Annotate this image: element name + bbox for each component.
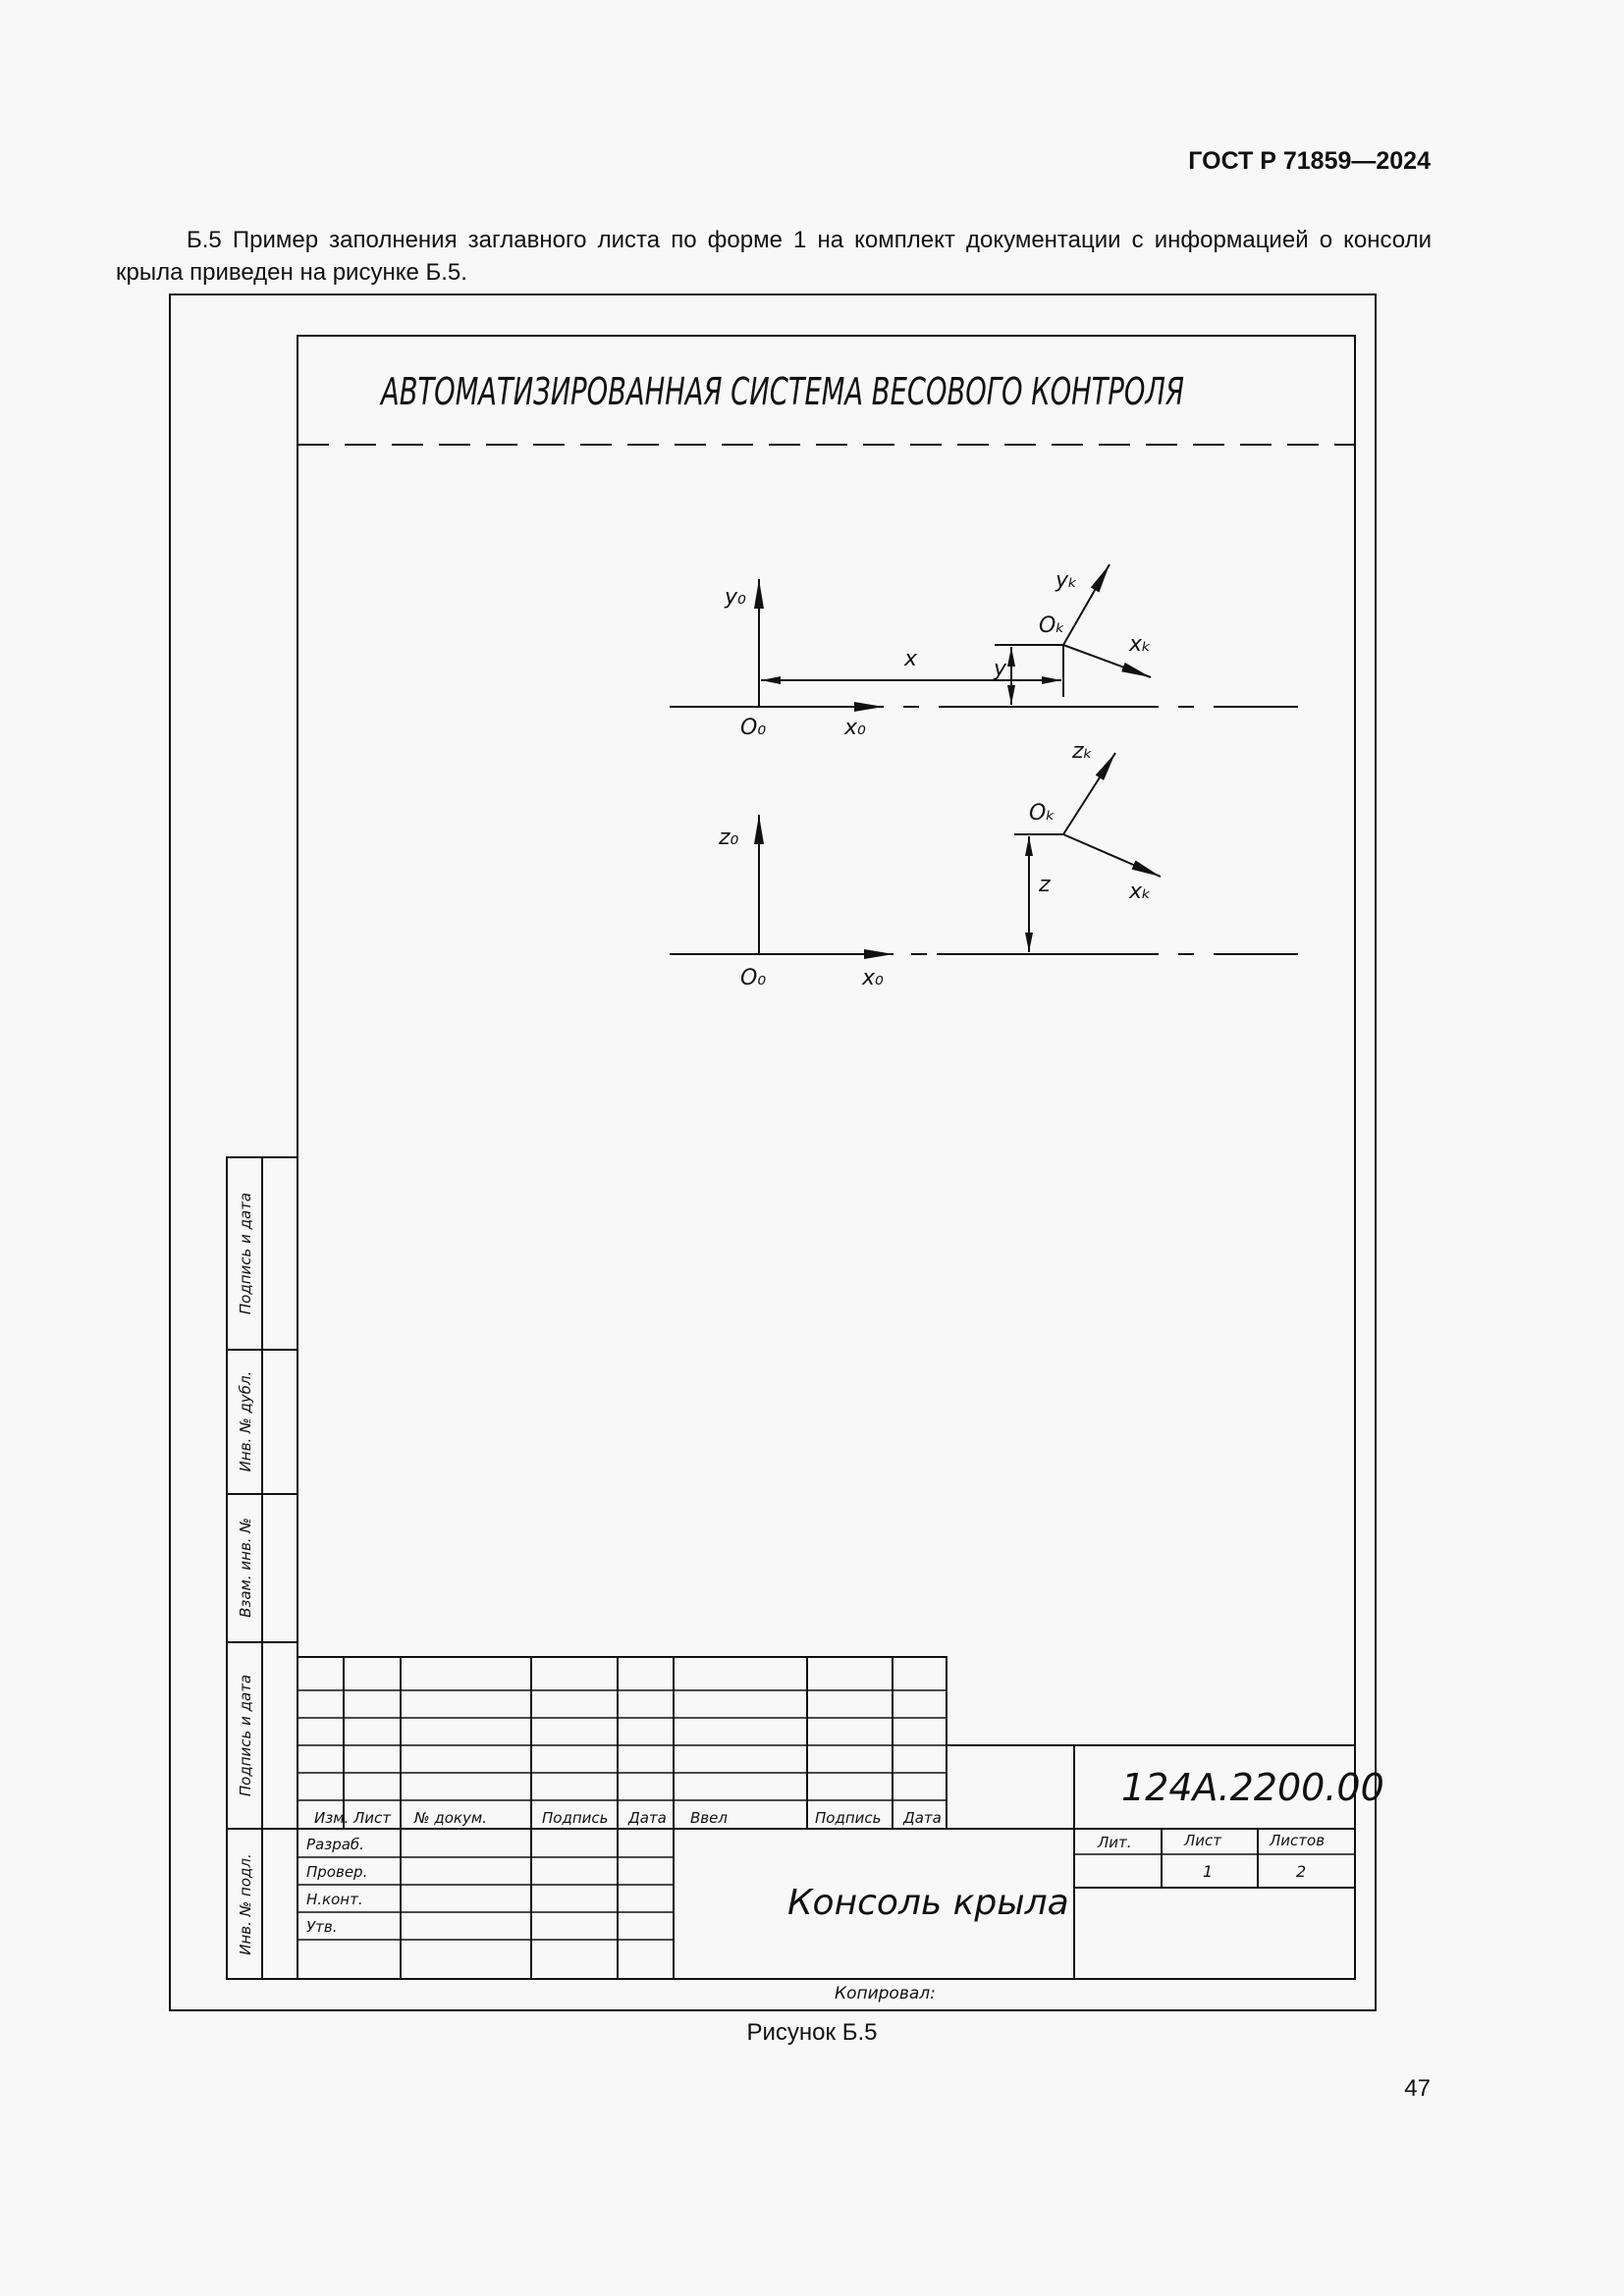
outer-frame bbox=[170, 294, 1376, 2010]
tb-copied: Копировал: bbox=[835, 1984, 936, 2003]
tb-header-signature-2: Подпись bbox=[815, 1809, 882, 1827]
tb-header-date: Дата bbox=[628, 1809, 667, 1827]
tb-header-doc-no: № докум. bbox=[414, 1809, 487, 1827]
label-yk-top: yₖ bbox=[1056, 568, 1078, 593]
zk-axis bbox=[1063, 753, 1115, 834]
label-xk-top: xₖ bbox=[1129, 632, 1152, 657]
tb-header-date-2: Дата bbox=[903, 1809, 942, 1827]
label-x-dim: x bbox=[904, 647, 918, 671]
label-z-dim: z bbox=[1039, 873, 1051, 897]
tb-sheets-label: Листов bbox=[1270, 1832, 1326, 1849]
tb-name: Консоль крыла bbox=[787, 1883, 1069, 1923]
label-y0-top: y₀ bbox=[725, 585, 746, 610]
tb-header-entered: Ввел bbox=[690, 1809, 728, 1827]
label-z0: z₀ bbox=[719, 826, 739, 850]
diagram-top bbox=[670, 564, 1298, 707]
xk-axis-bottom bbox=[1063, 834, 1161, 877]
tb-role-norm-control: Н.конт. bbox=[306, 1891, 363, 1908]
label-ok-top: Oₖ bbox=[1039, 614, 1065, 638]
label-xk-bottom: xₖ bbox=[1129, 880, 1152, 904]
tb-header-change: Изм. bbox=[314, 1809, 350, 1827]
side-label-dup-inv: Инв. № дубл. bbox=[237, 1370, 254, 1472]
label-ok-bottom: Oₖ bbox=[1029, 801, 1056, 826]
label-y-dim: y bbox=[994, 657, 1007, 681]
intro-paragraph: Б.5 Пример заполнения заглавного листа по форме 1 на комплект документации с информацией о консоли крыла приведен на рисунке Б.5. bbox=[116, 227, 1432, 286]
tb-sheets-value: 2 bbox=[1296, 1862, 1307, 1881]
label-o0-bottom: O₀ bbox=[740, 966, 767, 990]
inner-frame bbox=[298, 336, 1355, 1979]
label-x0-top: x₀ bbox=[844, 716, 866, 740]
tb-role-developer: Разраб. bbox=[306, 1836, 364, 1853]
diagram-bottom bbox=[670, 753, 1298, 954]
tb-sheet-value: 1 bbox=[1203, 1862, 1214, 1881]
tb-lit-label: Лит. bbox=[1098, 1834, 1132, 1851]
tb-sheet-label: Лист bbox=[1184, 1832, 1222, 1849]
tb-header-signature: Подпись bbox=[542, 1809, 609, 1827]
standard-number: ГОСТ Р 71859—2024 bbox=[1188, 147, 1431, 175]
side-label-orig-inv: Инв. № подл. bbox=[237, 1853, 254, 1955]
label-zk: zₖ bbox=[1072, 739, 1093, 764]
figure-caption: Рисунок Б.5 bbox=[746, 2019, 878, 2046]
page-number: 47 bbox=[1404, 2075, 1431, 2102]
tb-role-checker: Провер. bbox=[306, 1863, 368, 1881]
side-label-signature-date-1: Подпись и дата bbox=[237, 1192, 254, 1315]
drawing-title: АВТОМАТИЗИРОВАННАЯ СИСТЕМА ВЕСОВОГО КОНТРОЛЯ bbox=[378, 370, 1185, 413]
tb-designation: 124А.2200.00 bbox=[1121, 1766, 1384, 1809]
side-label-signature-date-2: Подпись и дата bbox=[237, 1674, 254, 1797]
label-o0-top: O₀ bbox=[740, 716, 767, 740]
side-label-replace-inv: Взам. инв. № bbox=[237, 1518, 254, 1618]
tb-role-approved: Утв. bbox=[306, 1918, 338, 1936]
tb-header-sheet: Лист bbox=[353, 1809, 392, 1827]
label-x0-bottom: x₀ bbox=[862, 966, 884, 990]
